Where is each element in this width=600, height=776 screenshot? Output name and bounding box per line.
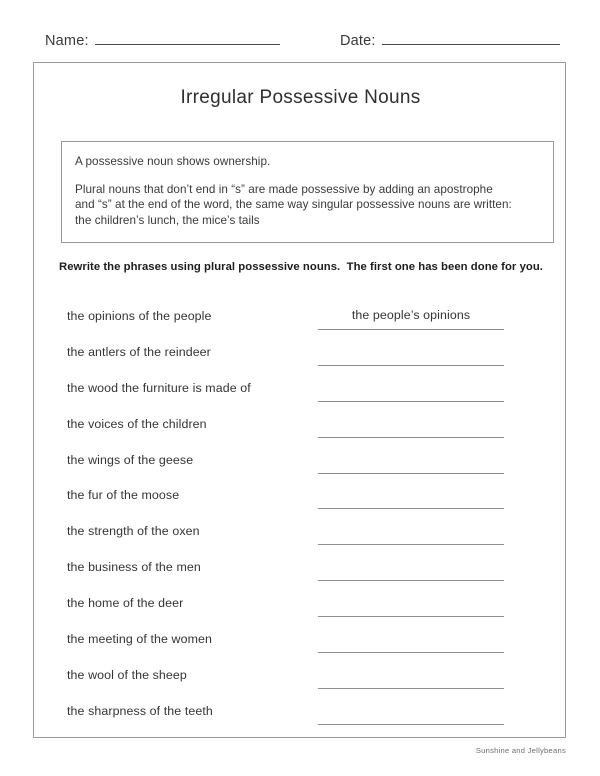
exercise-row — [34, 448, 567, 484]
answer-field[interactable] — [318, 340, 504, 367]
answer-write-line[interactable] — [318, 688, 504, 689]
exercise-phrase: the business of the men — [67, 560, 201, 575]
answer-write-line[interactable] — [318, 652, 504, 653]
answer-write-line[interactable] — [318, 401, 504, 402]
exercise-phrase: the meeting of the women — [67, 632, 212, 647]
answer-field[interactable] — [318, 412, 504, 439]
info-line-2: Plural nouns that don’t end in “s” are made possessive by adding an apostrophe — [75, 182, 493, 196]
answer-field[interactable] — [318, 663, 504, 690]
answer-field[interactable] — [318, 627, 504, 654]
answer-write-line[interactable] — [318, 437, 504, 438]
exercise-row — [34, 663, 567, 699]
answer-write-line[interactable] — [318, 508, 504, 509]
answer-field[interactable] — [318, 448, 504, 475]
info-line-3: and “s” at the end of the word, the same way singular possessive nouns are written: — [75, 198, 512, 211]
exercise-phrase: the sharpness of the teeth — [67, 703, 213, 718]
exercise-phrase: the fur of the moose — [67, 488, 180, 503]
exercise-phrase: the wool of the sheep — [67, 667, 187, 682]
exercise-phrase: the wood the furniture is made of — [67, 380, 251, 395]
exercise-row — [34, 483, 567, 519]
exercise-list — [34, 304, 567, 735]
answer-write-line[interactable] — [318, 724, 504, 725]
info-spacer — [75, 170, 540, 182]
exercise-phrase: the voices of the children — [67, 416, 207, 431]
answer-write-line[interactable] — [318, 473, 504, 474]
answer-write-line[interactable] — [318, 616, 504, 617]
answer-field[interactable] — [318, 555, 504, 582]
exercise-row — [34, 555, 567, 591]
name-write-line[interactable] — [95, 32, 280, 45]
date-label: Date: — [340, 33, 376, 49]
info-line-4: the children’s lunch, the mice’s tails — [75, 213, 260, 227]
info-line-1: A possessive noun shows ownership. — [75, 155, 271, 168]
answer-field[interactable] — [318, 699, 504, 726]
answer-write-line[interactable] — [318, 329, 504, 330]
credit-footer: Sunshine and Jellybeans — [475, 746, 566, 755]
answer-text: the people’s opinions — [351, 308, 471, 322]
exercise-phrase: the home of the deer — [67, 596, 184, 611]
name-field[interactable] — [45, 32, 280, 49]
answer-field[interactable] — [318, 519, 504, 546]
answer-write-line[interactable] — [318, 544, 504, 545]
answer-write-line[interactable] — [318, 365, 504, 366]
worksheet-frame — [33, 62, 566, 738]
page-title: Irregular Possessive Nouns — [180, 87, 421, 108]
exercise-row — [34, 412, 567, 448]
exercise-row — [34, 519, 567, 555]
directions-text: Rewrite the phrases using plural possessive nouns. The first one has been done for you. — [59, 261, 543, 273]
rule-info-box — [61, 141, 554, 243]
answer-field[interactable] — [318, 591, 504, 618]
exercise-phrase: the strength of the oxen — [67, 524, 200, 539]
student-info-header — [0, 32, 600, 54]
answer-field[interactable] — [318, 304, 504, 331]
exercise-row — [34, 304, 567, 340]
exercise-row — [34, 591, 567, 627]
exercise-row — [34, 340, 567, 376]
exercise-row — [34, 376, 567, 412]
exercise-row — [34, 699, 567, 735]
exercise-phrase: the opinions of the people — [67, 309, 212, 323]
exercise-row — [34, 627, 567, 663]
date-write-line[interactable] — [382, 32, 560, 45]
answer-write-line[interactable] — [318, 580, 504, 581]
exercise-phrase: the antlers of the reindeer — [67, 344, 211, 359]
exercise-phrase: the wings of the geese — [67, 452, 194, 467]
answer-field[interactable] — [318, 483, 504, 510]
date-field[interactable] — [340, 32, 560, 49]
name-label: Name: — [45, 33, 89, 49]
answer-field[interactable] — [318, 376, 504, 403]
